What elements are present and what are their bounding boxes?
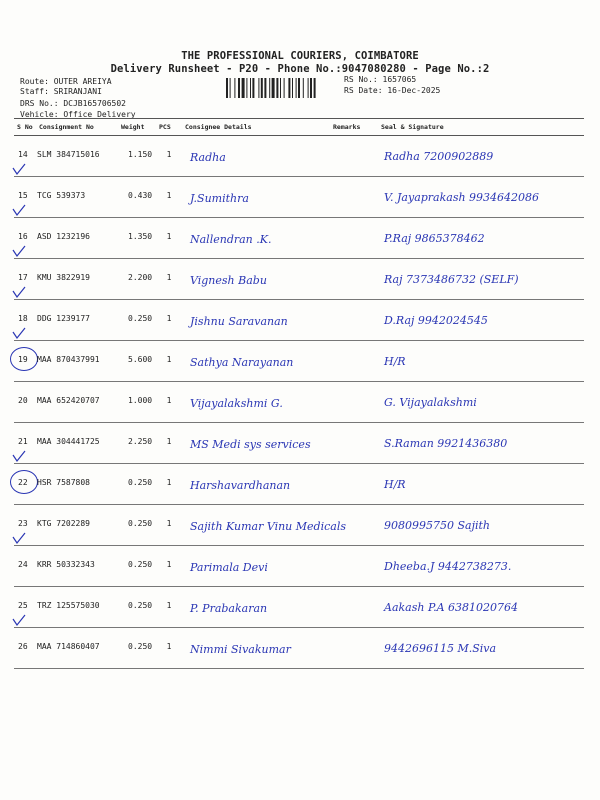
table-row (14, 382, 584, 423)
pcs-cell (156, 587, 182, 628)
barcode-bar (310, 78, 312, 98)
barcode-bar (280, 78, 281, 98)
remarks-cell (330, 177, 378, 218)
weight-cell (118, 423, 156, 464)
signature-cell (378, 546, 584, 587)
consignment-cell (36, 546, 118, 587)
pcs-cell (156, 300, 182, 341)
signature-cell (378, 628, 584, 669)
barcode-bar (269, 78, 270, 98)
consignee-cell (182, 136, 330, 177)
signature-cell (378, 341, 584, 382)
consignee-cell (182, 423, 330, 464)
consignment-cell (36, 177, 118, 218)
barcode-bar (284, 78, 285, 98)
remarks-cell (330, 505, 378, 546)
weight-value: 0.430 (128, 191, 153, 200)
sno-value: 26 (18, 642, 28, 651)
barcode-bar (308, 78, 309, 98)
signature-cell (378, 464, 584, 505)
handwritten-consignee: Vijayalakshmi G. (190, 397, 283, 410)
weight-value: 0.250 (128, 642, 153, 651)
sno-cell (14, 464, 36, 505)
consignment-value: KRR 50332343 (37, 560, 95, 569)
consignment-cell (36, 628, 118, 669)
handwritten-consignee: P. Prabakaran (190, 602, 268, 615)
handwritten-signature: 9080995750 Sajith (384, 519, 491, 532)
sno-value: 22 (18, 478, 28, 487)
barcode-bar (296, 78, 297, 98)
check-mark-icon (12, 162, 26, 176)
col-header-consignee: Consignee Details (182, 119, 330, 136)
weight-cell (118, 464, 156, 505)
barcode-bar (242, 78, 245, 98)
signature-cell (378, 587, 584, 628)
handwritten-signature: D.Raj 9942024545 (384, 314, 488, 327)
weight-value: 0.250 (128, 601, 153, 610)
signature-cell (378, 136, 584, 177)
handwritten-signature: Raj 7373486732 (SELF) (384, 273, 519, 286)
table-row (14, 341, 584, 382)
table-row (14, 259, 584, 300)
staff-label: Staff: SRIRANJANI (20, 87, 102, 96)
remarks-cell (330, 546, 378, 587)
pcs-value: 1 (166, 150, 172, 159)
sno-value: 15 (18, 191, 28, 200)
sno-cell (14, 341, 36, 382)
consignee-cell (182, 218, 330, 259)
remarks-cell (330, 628, 378, 669)
check-mark-icon (12, 244, 26, 258)
handwritten-consignee: Nallendran .K. (190, 233, 272, 246)
check-mark-icon (12, 285, 26, 299)
pcs-cell (156, 546, 182, 587)
sno-cell (14, 300, 36, 341)
weight-value: 0.250 (128, 478, 153, 487)
consignment-value: TCG 539373 (37, 191, 86, 200)
remarks-cell (330, 341, 378, 382)
consignment-value: DDG 1239177 (37, 314, 90, 323)
weight-value: 0.250 (128, 314, 153, 323)
table-row (14, 423, 584, 464)
consignment-cell (36, 423, 118, 464)
col-header-remarks: Remarks (330, 119, 378, 136)
table-row (14, 546, 584, 587)
barcode-bar (292, 78, 293, 98)
remarks-cell (330, 587, 378, 628)
barcode-bar (234, 78, 235, 98)
pcs-value: 1 (166, 191, 172, 200)
weight-cell (118, 300, 156, 341)
barcode-bar (264, 78, 266, 98)
weight-cell (118, 587, 156, 628)
weight-cell (118, 546, 156, 587)
pcs-value: 1 (166, 232, 172, 241)
table-row (14, 136, 584, 177)
consignment-cell (36, 505, 118, 546)
consignee-cell (182, 505, 346, 546)
pcs-cell (156, 136, 182, 177)
barcode-bar (298, 78, 300, 98)
consignment-value: HSR 7587808 (37, 478, 90, 487)
signature-cell (378, 300, 584, 341)
check-mark-icon (12, 449, 26, 463)
pcs-value: 1 (166, 601, 172, 610)
pcs-cell (156, 464, 182, 505)
table-row (14, 218, 584, 259)
weight-value: 1.000 (128, 396, 153, 405)
signature-cell (378, 423, 584, 464)
col-header-weight: Weight (118, 119, 156, 136)
sno-cell (14, 177, 36, 218)
signature-cell (378, 177, 584, 218)
consignee-cell (182, 259, 330, 300)
signature-cell (378, 382, 584, 423)
handwritten-consignee: Parimala Devi (190, 561, 268, 574)
handwritten-signature: S.Raman 9921436380 (384, 437, 508, 450)
consignee-cell (182, 341, 330, 382)
col-header-consignment: Consignment No (36, 119, 118, 136)
weight-cell (118, 341, 156, 382)
handwritten-signature: Aakash P.A 6381020764 (384, 601, 519, 614)
pcs-cell (156, 382, 182, 423)
pcs-cell (156, 341, 182, 382)
handwritten-consignee: J.Sumithra (190, 192, 249, 205)
handwritten-consignee: Harshavardhanan (190, 479, 291, 492)
sno-value: 21 (18, 437, 28, 446)
sno-cell (14, 259, 36, 300)
col-header-sno: S No (14, 119, 36, 136)
handwritten-signature: P.Raj 9865378462 (384, 232, 485, 245)
remarks-cell (330, 423, 378, 464)
barcode-bar (288, 78, 290, 98)
rs-number: RS No.: 1657065 (344, 75, 417, 84)
consignment-cell (36, 464, 118, 505)
weight-value: 2.200 (128, 273, 153, 282)
sno-cell (14, 628, 36, 669)
handwritten-signature: V. Jayaprakash 9934642086 (384, 191, 540, 204)
rs-date: RS Date: 16-Dec-2025 (344, 86, 441, 95)
consignee-cell (182, 464, 330, 505)
weight-value: 0.250 (128, 560, 153, 569)
sno-value: 25 (18, 601, 28, 610)
signature-cell (378, 218, 584, 259)
handwritten-signature: H/R (384, 355, 406, 368)
sno-cell (14, 382, 36, 423)
handwritten-consignee: Nimmi Sivakumar (190, 643, 291, 656)
handwritten-consignee: Sajith Kumar Vinu Medicals (190, 520, 346, 533)
table-row (14, 587, 584, 628)
signature-cell (378, 259, 584, 300)
consignment-value: MAA 304441725 (37, 437, 100, 446)
table-row (14, 300, 584, 341)
table-header-row (14, 119, 584, 136)
pcs-cell (156, 423, 182, 464)
sno-cell (14, 587, 36, 628)
pcs-cell (156, 628, 182, 669)
sno-value: 20 (18, 396, 28, 405)
handwritten-signature: G. Vijayalakshmi (384, 396, 477, 409)
vehicle-label: Vehicle: Office Delivery (20, 110, 136, 119)
weight-cell (118, 505, 156, 546)
runsheet-table (14, 118, 584, 669)
barcode-image (226, 78, 340, 98)
pcs-cell (156, 218, 182, 259)
weight-cell (118, 218, 156, 259)
barcode-bar (252, 78, 254, 98)
weight-cell (118, 628, 156, 669)
remarks-cell (330, 218, 378, 259)
consignee-cell (182, 382, 330, 423)
table-row (14, 505, 584, 546)
weight-value: 0.250 (128, 519, 153, 528)
sno-value: 23 (18, 519, 28, 528)
check-mark-icon (12, 613, 26, 627)
consignment-value: ASD 1232196 (37, 232, 90, 241)
handwritten-consignee: Sathya Narayanan (190, 356, 294, 369)
circle-mark-icon (10, 470, 38, 494)
check-mark-icon (12, 326, 26, 340)
barcode-bar (258, 78, 259, 98)
weight-cell (118, 136, 156, 177)
handwritten-signature: Radha 7200902889 (384, 150, 494, 163)
handwritten-consignee: Jishnu Saravanan (190, 315, 288, 328)
pcs-value: 1 (166, 642, 172, 651)
consignee-cell (182, 587, 330, 628)
barcode-bar (272, 78, 275, 98)
consignee-cell (182, 300, 330, 341)
weight-cell (118, 177, 156, 218)
sno-value: 14 (18, 150, 28, 159)
consignment-value: TRZ 125575030 (37, 601, 100, 610)
barcode-bar (230, 78, 231, 98)
sno-cell (14, 136, 36, 177)
weight-cell (118, 382, 156, 423)
remarks-cell (330, 382, 378, 423)
consignment-cell (36, 587, 118, 628)
weight-value: 1.150 (128, 150, 153, 159)
handwritten-signature: Dheeba.J 9442738273. (384, 560, 512, 573)
table-row (14, 464, 584, 505)
sno-cell (14, 218, 36, 259)
barcode-bar (276, 78, 278, 98)
sno-cell (14, 546, 36, 587)
pcs-value: 1 (166, 273, 172, 282)
col-header-seal: Seal & Signature (378, 119, 584, 136)
barcode-bar (226, 78, 228, 98)
remarks-cell (330, 300, 378, 341)
weight-cell (118, 259, 156, 300)
pcs-cell (156, 259, 182, 300)
runsheet-title: THE PROFESSIONAL COURIERS, COIMBATORE (181, 50, 419, 62)
sno-cell (14, 505, 36, 546)
consignment-value: KTG 7202289 (37, 519, 90, 528)
table-row (14, 177, 584, 218)
remarks-cell (330, 464, 378, 505)
pcs-value: 1 (166, 519, 172, 528)
barcode-bar (238, 78, 240, 98)
table-row (14, 628, 584, 669)
consignment-value: SLM 384715016 (37, 150, 100, 159)
pcs-cell (156, 177, 182, 218)
sno-value: 18 (18, 314, 28, 323)
consignment-value: MAA 870437991 (37, 355, 100, 364)
consignee-cell (182, 546, 330, 587)
barcode-bar (303, 78, 304, 98)
circle-mark-icon (10, 347, 38, 371)
pcs-value: 1 (166, 437, 172, 446)
check-mark-icon (12, 531, 26, 545)
consignment-value: MAA 652420707 (37, 396, 100, 405)
consignee-cell (182, 177, 330, 218)
remarks-cell (330, 259, 378, 300)
runsheet-subtitle: Delivery Runsheet - P20 - Phone No.:9047080280 - Page No.:2 (110, 63, 490, 75)
sno-value: 16 (18, 232, 28, 241)
handwritten-consignee: Radha (190, 151, 226, 164)
handwritten-signature: 9442696115 M.Siva (384, 642, 497, 655)
pcs-value: 1 (166, 560, 172, 569)
pcs-value: 1 (166, 396, 172, 405)
sno-value: 19 (18, 355, 28, 364)
barcode-bar (261, 78, 263, 98)
sno-value: 17 (18, 273, 28, 282)
consignment-value: MAA 714860407 (37, 642, 100, 651)
consignment-cell (36, 218, 118, 259)
weight-value: 1.350 (128, 232, 153, 241)
consignment-cell (36, 300, 118, 341)
handwritten-consignee: Vignesh Babu (190, 274, 267, 287)
consignment-cell (36, 259, 118, 300)
barcode-bar (314, 78, 316, 98)
route-label: Route: OUTER AREIYA (20, 77, 112, 86)
sno-cell (14, 423, 36, 464)
handwritten-consignee: MS Medi sys services (190, 438, 311, 451)
weight-value: 2.250 (128, 437, 153, 446)
consignment-cell (36, 341, 118, 382)
consignment-value: KMU 3822919 (37, 273, 90, 282)
handwritten-signature: H/R (384, 478, 406, 491)
pcs-value: 1 (166, 478, 172, 487)
barcode-bar (246, 78, 247, 98)
barcode-bar (250, 78, 251, 98)
check-mark-icon (12, 203, 26, 217)
remarks-cell (330, 136, 378, 177)
consignee-cell (182, 628, 330, 669)
weight-value: 5.600 (128, 355, 153, 364)
pcs-cell (156, 505, 182, 546)
consignment-cell (36, 382, 118, 423)
pcs-value: 1 (166, 314, 172, 323)
sno-value: 24 (18, 560, 28, 569)
col-header-pcs: PCS (156, 119, 182, 136)
signature-cell (378, 505, 584, 546)
drs-number: DRS No.: DCJB165706502 (20, 99, 126, 108)
pcs-value: 1 (166, 355, 172, 364)
consignment-cell (36, 136, 118, 177)
